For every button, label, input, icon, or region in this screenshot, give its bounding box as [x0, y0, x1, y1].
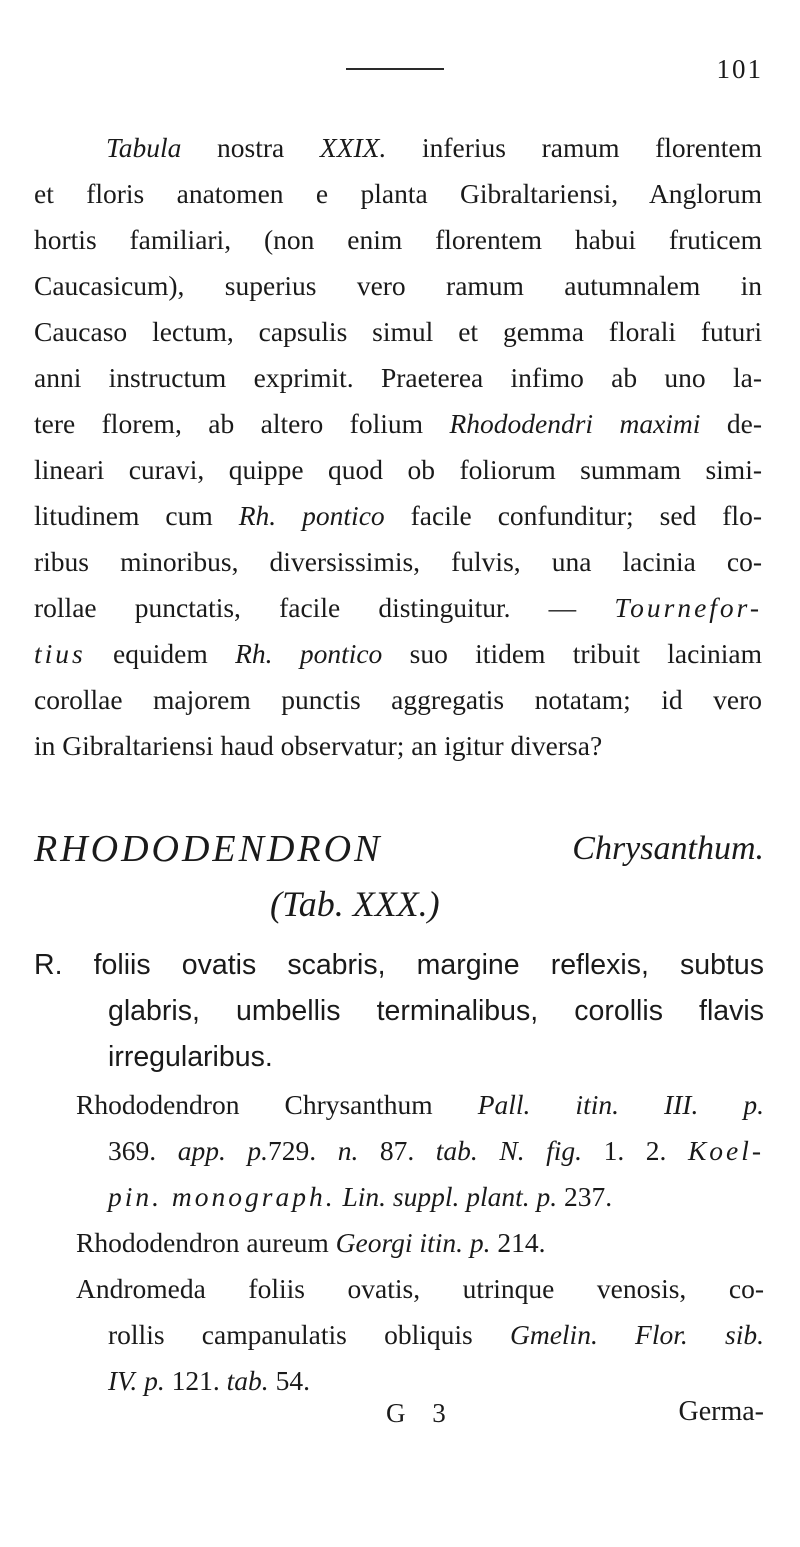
paragraph-line: in Gibraltariensi haud observatur; an igitur diversa?: [34, 730, 603, 761]
paragraph-line: corollae majorem punctis aggregatis notatam; id vero: [34, 684, 762, 715]
paragraph-line: hortis familiari, (non enim florentem habui fruticem: [34, 224, 762, 255]
body-paragraph: [34, 125, 762, 769]
catchword: Germa-: [678, 1396, 764, 1427]
diagnosis-line: R. foliis ovatis scabris, margine reflexis, subtus: [34, 949, 764, 981]
synonym-line: pin. monograph. Lin. suppl. plant. p. 237.: [108, 1181, 613, 1212]
page-number: 101: [716, 54, 763, 84]
species-name: Chrysanthum.: [572, 830, 764, 867]
synonym-line: Rhododendron aureum Georgi itin. p. 214.: [76, 1227, 546, 1258]
diagnosis-line: glabris, umbellis terminalibus, corollis flavis: [108, 995, 764, 1027]
plate-reference: (Tab. XXX.): [270, 884, 440, 924]
species-heading: [34, 825, 764, 873]
paragraph-line: tere florem, ab altero folium Rhododendri maximi de-: [34, 408, 762, 439]
synonym-line: Rhododendron Chrysanthum Pall. itin. III. p.: [76, 1089, 764, 1120]
synonym-line: Andromeda foliis ovatis, utrinque venosis, co-: [76, 1273, 764, 1304]
paragraph-line: anni instructum exprimit. Praeterea infimo ab uno la-: [34, 362, 762, 393]
header-rule: [346, 68, 444, 70]
paragraph-line: lineari curavi, quippe quod ob foliorum summam simi-: [34, 454, 762, 485]
paragraph-line: et floris anatomen e planta Gibraltariensi, Anglorum: [34, 178, 762, 209]
synonym-line: rollis campanulatis obliquis Gmelin. Flor. sib.: [108, 1319, 764, 1350]
synonym-line: 369. app. p.729. n. 87. tab. N. fig. 1. 2. Koel-: [108, 1135, 765, 1166]
paragraph-line: tius equidem Rh. pontico suo itidem tribuit laciniam: [34, 638, 762, 669]
diagnosis-line: irregularibus.: [108, 1041, 273, 1073]
paragraph-line: litudinem cum Rh. pontico facile confunditur; sed flo-: [34, 500, 762, 531]
paragraph-line: ribus minoribus, diversissimis, fulvis, una lacinia co-: [34, 546, 762, 577]
paragraph-line: Tabula nostra XXIX. inferius ramum florentem: [106, 132, 762, 163]
paragraph-line: Caucaso lectum, capsulis simul et gemma florali futuri: [34, 316, 762, 347]
synonym-line: IV. p. 121. tab. 54.: [108, 1365, 310, 1396]
synonymy: [76, 1082, 764, 1404]
paragraph-line: Caucasicum), superius vero ramum autumnalem in: [34, 270, 762, 301]
paragraph-line: rollae punctatis, facile distinguitur. — Tournefor-: [34, 592, 762, 623]
signature-mark: G 3: [386, 1398, 456, 1428]
genus-name: RHODODENDRON: [34, 828, 383, 870]
diagnosis: [34, 942, 764, 1080]
